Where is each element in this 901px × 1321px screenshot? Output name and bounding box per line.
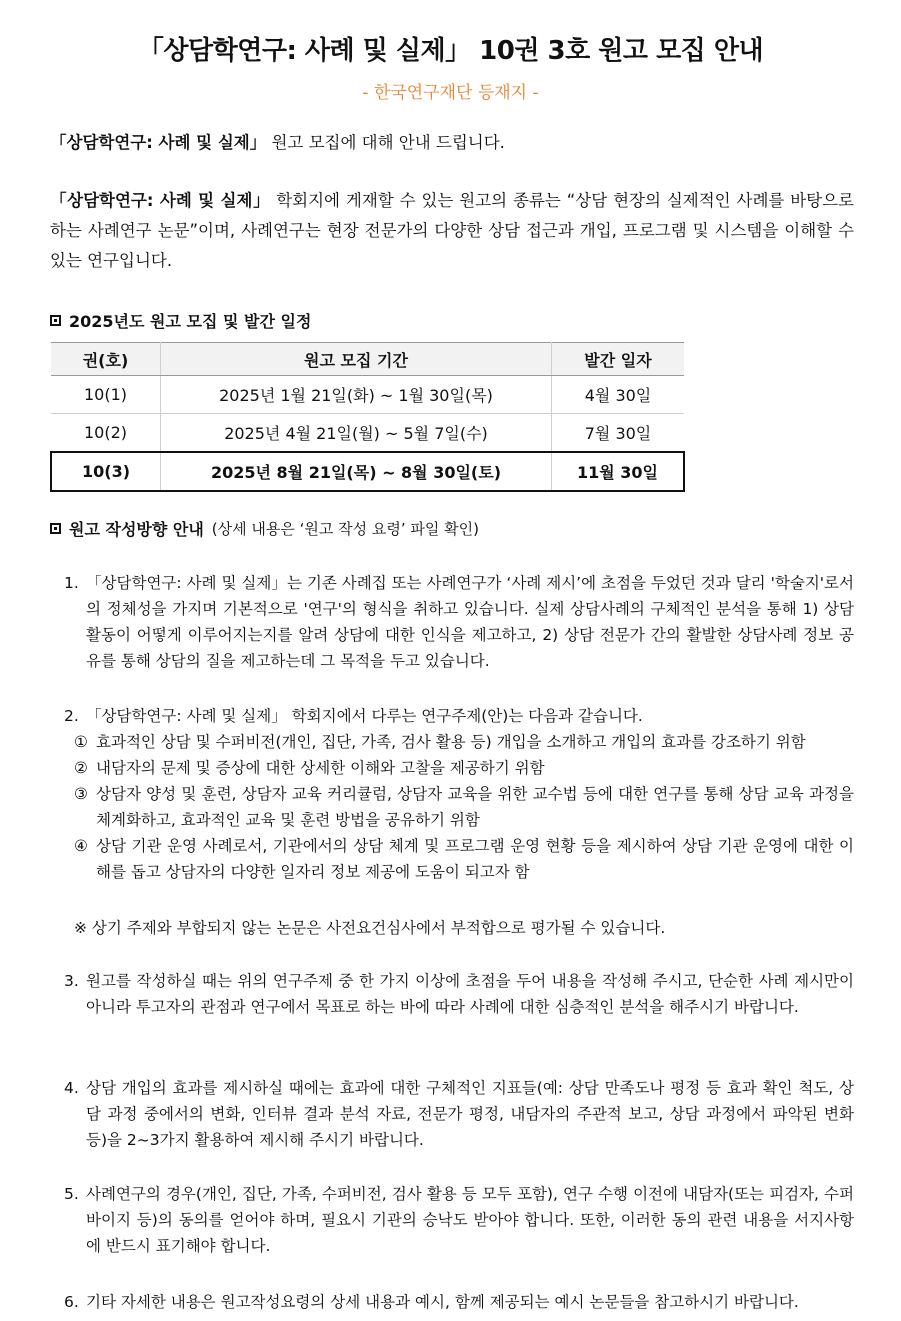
item-text: 기타 자세한 내용은 원고작성요령의 상세 내용과 예시, 함께 제공되는 예시 논문들을 참고하시기 바랍니다. bbox=[86, 1293, 799, 1311]
square-bullet-icon bbox=[50, 523, 61, 534]
guide-heading-text: 원고 작성방향 안내 bbox=[69, 520, 204, 539]
list-item bbox=[64, 968, 854, 1020]
topic-mark: ③ bbox=[74, 785, 88, 803]
intro-paragraph-2 bbox=[50, 186, 854, 276]
document-subtitle: - 한국연구재단 등재지 - bbox=[362, 83, 539, 103]
item-number: 4. bbox=[64, 1079, 79, 1097]
list-item bbox=[64, 570, 854, 674]
item-text: 원고를 작성하실 때는 위의 연구주제 중 한 가지 이상에 초점을 두어 내용을 작성해 주시고, 단순한 사례 제시만이 아니라 투고자의 관점과 연구에서 목표로 하는 바에 따라 사례에 대한 심층적인 분석을 해주시기 바랍니다. bbox=[86, 972, 854, 1016]
journal-name: 「상담학연구: 사례 및 실제」 bbox=[50, 191, 271, 210]
guide-list bbox=[64, 1289, 854, 1315]
item-number: 6. bbox=[64, 1293, 79, 1311]
guide-heading-note: (상세 내용은 ‘원고 작성 요령’ 파일 확인) bbox=[211, 520, 479, 538]
square-bullet-icon bbox=[50, 315, 61, 326]
topic-text: 내담자의 문제 및 증상에 대한 상세한 이해와 고찰을 제공하기 위함 bbox=[96, 759, 545, 777]
item-text: 사례연구의 경우(개인, 집단, 가족, 수퍼비전, 검사 활용 등 모두 포함), 연구 수행 이전에 내담자(또는 피검자, 수퍼바이지 등)의 동의를 얻어야 하며, 필요시 기관의 승낙도 받아야 합니다. 또한, 이러한 동의 관련 내용을 서지사항에 반드시 표기해야 합니다. bbox=[86, 1185, 854, 1255]
table-row bbox=[51, 414, 684, 453]
table-cell: 10(2) bbox=[51, 414, 161, 453]
table-cell: 2025년 8월 21일(목) ~ 8월 30일(토) bbox=[161, 452, 552, 491]
guide-list bbox=[64, 1075, 854, 1153]
topic-text: 상담자 양성 및 훈련, 상담자 교육 커리큘럼, 상담자 교육을 위한 교수법 등에 대한 연구를 통해 상담 교육 과정을 체계화하고, 효과적인 교육 및 훈련 방법을 공유하기 위함 bbox=[96, 785, 854, 829]
journal-name: 「상담학연구: 사례 및 실제」 bbox=[50, 133, 267, 152]
table-header-row bbox=[51, 343, 684, 376]
topic-mark: ① bbox=[74, 733, 88, 751]
caution-text: ※ 상기 주제와 부합되지 않는 논문은 사전요건심사에서 부적합으로 평가될 수 있습니다. bbox=[74, 919, 666, 937]
column-header: 발간 일자 bbox=[552, 343, 685, 376]
table-cell: 2025년 4월 21일(월) ~ 5월 7일(수) bbox=[161, 414, 552, 453]
guide-list bbox=[64, 1181, 854, 1259]
table-cell: 7월 30일 bbox=[552, 414, 685, 453]
table-cell: 4월 30일 bbox=[552, 376, 685, 414]
list-item bbox=[64, 1181, 854, 1259]
column-header: 권(호) bbox=[51, 343, 161, 376]
schedule-table bbox=[50, 342, 685, 492]
topic-text: 효과적인 상담 및 수퍼비전(개인, 집단, 가족, 검사 활용 등) 개입을 소개하고 개입의 효과를 강조하기 위함 bbox=[96, 733, 806, 751]
topic-item bbox=[74, 833, 854, 885]
table-cell: 10(1) bbox=[51, 376, 161, 414]
table-row bbox=[51, 376, 684, 414]
guide-heading bbox=[50, 517, 479, 540]
item-text: 「상담학연구: 사례 및 실제」는 기존 사례집 또는 사례연구가 ‘사례 제시’에 초점을 두었던 것과 달리 '학술지'로서의 정체성을 가지며 기본적으로 '연구'의 형식을 취하고 있습니다. 실제 상담사례의 구체적인 분석을 통해 1) 상담활동이 어떻게 이루어지는지를 알려 상담에 대한 인식을 제고하고, 2) 상담 전문가 간의 활발한 상담사례 정보 공유를 통해 상담의 질을 제고하는데 그 목적을 두고 있습니다. bbox=[86, 574, 854, 670]
item-number: 1. bbox=[64, 574, 79, 592]
item-number: 2. bbox=[64, 707, 79, 725]
guide-list bbox=[64, 570, 854, 674]
schedule-heading-text: 2025년도 원고 모집 및 발간 일정 bbox=[69, 312, 312, 331]
topic-item bbox=[74, 755, 854, 781]
document-title: 「상담학연구: 사례 및 실제」 10권 3호 원고 모집 안내 bbox=[137, 36, 764, 66]
schedule-heading bbox=[50, 309, 311, 332]
topic-text: 상담 기관 운영 사례로서, 기관에서의 상담 체계 및 프로그램 운영 현황 등을 제시하여 상담 기관 운영에 대한 이해를 돕고 상담자의 다양한 일자리 정보 제공에 도움이 되고자 함 bbox=[96, 837, 854, 881]
topic-mark: ④ bbox=[74, 837, 88, 855]
table-row-highlighted bbox=[51, 452, 684, 491]
item-number: 5. bbox=[64, 1185, 79, 1203]
intro-paragraph-1 bbox=[50, 128, 854, 158]
topic-mark: ② bbox=[74, 759, 88, 777]
list-item bbox=[64, 703, 854, 729]
item-text: 「상담학연구: 사례 및 실제」 학회지에서 다루는 연구주제(안)는 다음과 같습니다. bbox=[86, 707, 643, 725]
intro-text: 학회지에 게재할 수 있는 원고의 종류는 “상담 현장의 실제적인 사례를 바탕으로 하는 사례연구 논문”이며, 사례연구는 현장 전문가의 다양한 상담 접근과 개입, 프로그램 및 시스템을 이해할 수 있는 연구입니다. bbox=[50, 191, 854, 270]
intro-text: 원고 모집에 대해 안내 드립니다. bbox=[266, 133, 505, 152]
table-cell: 10(3) bbox=[51, 452, 161, 491]
caution-note bbox=[64, 915, 854, 941]
list-item bbox=[64, 1075, 854, 1153]
table-cell: 11월 30일 bbox=[552, 452, 685, 491]
item-number: 3. bbox=[64, 972, 79, 990]
column-header: 원고 모집 기간 bbox=[161, 343, 552, 376]
table-cell: 2025년 1월 21일(화) ~ 1월 30일(목) bbox=[161, 376, 552, 414]
guide-list bbox=[64, 703, 854, 885]
topic-item bbox=[74, 781, 854, 833]
guide-list bbox=[64, 968, 854, 1020]
topic-item bbox=[74, 729, 854, 755]
item-text: 상담 개입의 효과를 제시하실 때에는 효과에 대한 구체적인 지표들(예: 상담 만족도나 평정 등 효과 확인 척도, 상담 과정 중에서의 변화, 인터뷰 결과 분석 자료, 전문가 평정, 내담자의 주관적 보고, 상담 과정에서 파악된 변화 등)을 2~3가지 활용하여 제시해 주시기 바랍니다. bbox=[86, 1079, 854, 1149]
list-item bbox=[64, 1289, 854, 1315]
